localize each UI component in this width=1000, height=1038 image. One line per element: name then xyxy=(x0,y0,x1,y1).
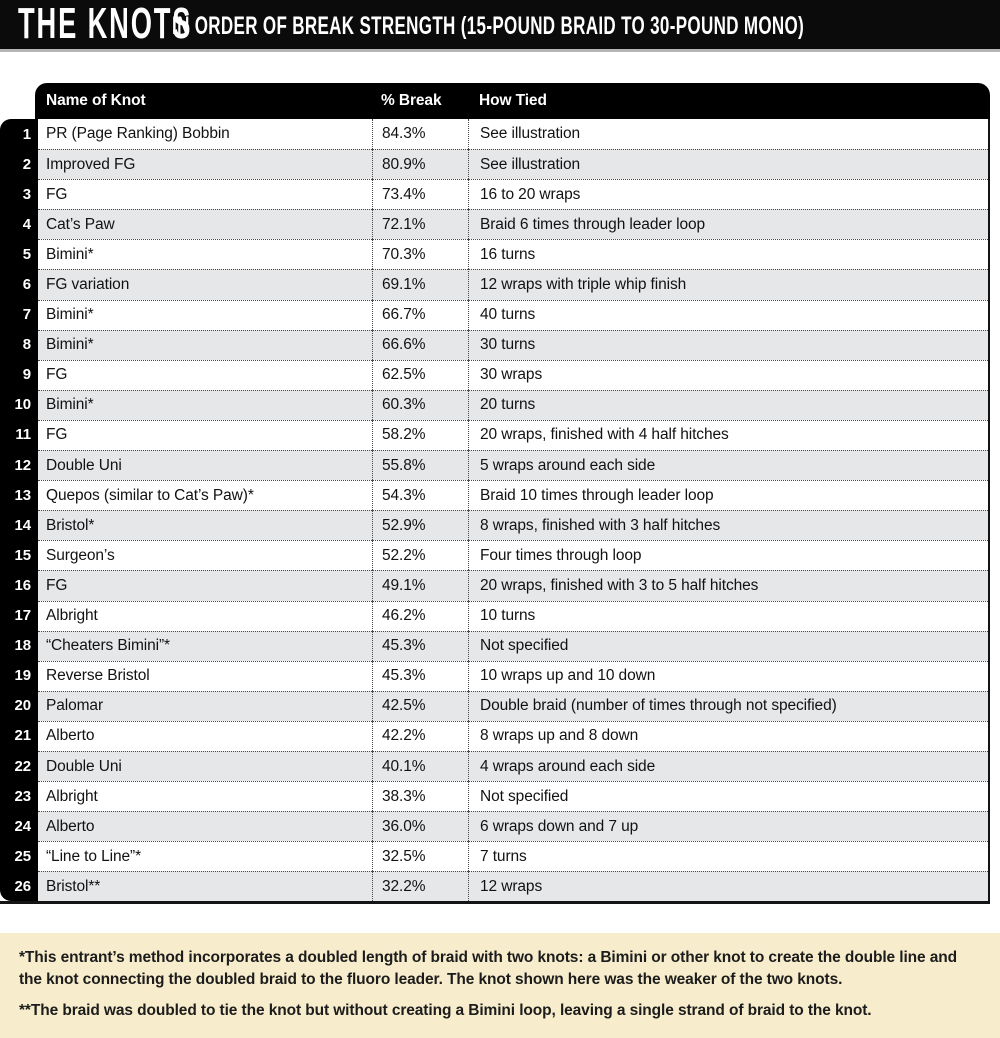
how-tied: See illustration xyxy=(468,119,988,149)
knot-name: Alberto xyxy=(38,811,372,841)
knot-name: Bimini* xyxy=(38,239,372,269)
break-percent: 52.2% xyxy=(372,540,468,570)
table-row xyxy=(0,721,988,751)
page-subtitle: IN ORDER OF BREAK STRENGTH (15-POUND BRAID TO 30-POUND MONO) xyxy=(172,11,805,40)
knot-name: Reverse Bristol xyxy=(38,661,372,691)
row-rank: 9 xyxy=(0,360,38,390)
break-percent: 40.1% xyxy=(372,751,468,781)
table-row xyxy=(0,330,988,360)
table-body xyxy=(0,119,990,904)
row-rank: 15 xyxy=(0,540,38,570)
knot-name: “Cheaters Bimini”* xyxy=(38,631,372,661)
break-percent: 62.5% xyxy=(372,360,468,390)
how-tied: Braid 10 times through leader loop xyxy=(468,480,988,510)
knot-name: Albright xyxy=(38,781,372,811)
table-row xyxy=(0,570,988,600)
row-rank: 17 xyxy=(0,601,38,631)
break-percent: 80.9% xyxy=(372,149,468,179)
break-percent: 54.3% xyxy=(372,480,468,510)
row-rank: 25 xyxy=(0,841,38,871)
knot-name: Double Uni xyxy=(38,751,372,781)
how-tied: 12 wraps xyxy=(468,871,988,901)
break-percent: 73.4% xyxy=(372,179,468,209)
break-percent: 55.8% xyxy=(372,450,468,480)
table-row xyxy=(0,360,988,390)
footnote-double-asterisk: **The braid was doubled to tie the knot but without creating a Bimini loop, leaving a single strand of braid to the knot. xyxy=(19,1002,872,1020)
how-tied: 12 wraps with triple whip finish xyxy=(468,269,988,299)
knot-name: FG xyxy=(38,360,372,390)
how-tied: Double braid (number of times through not specified) xyxy=(468,691,988,721)
row-rank: 1 xyxy=(0,119,38,149)
knot-name: Improved FG xyxy=(38,149,372,179)
row-rank: 21 xyxy=(0,721,38,751)
knot-name: “Line to Line”* xyxy=(38,841,372,871)
row-rank: 13 xyxy=(0,480,38,510)
row-rank: 4 xyxy=(0,209,38,239)
how-tied: Not specified xyxy=(468,631,988,661)
title-banner xyxy=(0,0,1000,52)
knot-name: FG variation xyxy=(38,269,372,299)
table-row xyxy=(0,209,988,239)
break-percent: 36.0% xyxy=(372,811,468,841)
row-rank: 10 xyxy=(0,390,38,420)
how-tied: 7 turns xyxy=(468,841,988,871)
knot-name: Quepos (similar to Cat’s Paw)* xyxy=(38,480,372,510)
table-row xyxy=(0,179,988,209)
table-row xyxy=(0,841,988,871)
break-percent: 60.3% xyxy=(372,390,468,420)
row-rank: 5 xyxy=(0,239,38,269)
how-tied: 8 wraps, finished with 3 half hitches xyxy=(468,510,988,540)
how-tied: 8 wraps up and 8 down xyxy=(468,721,988,751)
row-rank: 14 xyxy=(0,510,38,540)
break-percent: 42.5% xyxy=(372,691,468,721)
row-rank: 20 xyxy=(0,691,38,721)
table-header xyxy=(35,83,990,119)
knot-name: Alberto xyxy=(38,721,372,751)
table-row xyxy=(0,781,988,811)
page-title: THE KNOTS xyxy=(18,0,193,48)
knot-name: Bimini* xyxy=(38,330,372,360)
table-row xyxy=(0,480,988,510)
knot-name: Bimini* xyxy=(38,390,372,420)
how-tied: 20 wraps, finished with 4 half hitches xyxy=(468,420,988,450)
how-tied: Four times through loop xyxy=(468,540,988,570)
how-tied: 30 turns xyxy=(468,330,988,360)
break-percent: 70.3% xyxy=(372,239,468,269)
how-tied: 30 wraps xyxy=(468,360,988,390)
row-rank: 19 xyxy=(0,661,38,691)
knot-name: Bristol* xyxy=(38,510,372,540)
table-row xyxy=(0,631,988,661)
table-row xyxy=(0,149,988,179)
knot-name: Surgeon’s xyxy=(38,540,372,570)
row-rank: 8 xyxy=(0,330,38,360)
how-tied: 16 turns xyxy=(468,239,988,269)
knot-name: FG xyxy=(38,420,372,450)
footnotes xyxy=(0,933,1000,1038)
how-tied: 6 wraps down and 7 up xyxy=(468,811,988,841)
row-rank: 2 xyxy=(0,149,38,179)
table-row xyxy=(0,239,988,269)
table-row xyxy=(0,540,988,570)
table-row xyxy=(0,811,988,841)
table-row xyxy=(0,661,988,691)
how-tied: 10 wraps up and 10 down xyxy=(468,661,988,691)
how-tied: 16 to 20 wraps xyxy=(468,179,988,209)
break-percent: 66.7% xyxy=(372,300,468,330)
row-rank: 12 xyxy=(0,450,38,480)
break-percent: 46.2% xyxy=(372,601,468,631)
column-header-name: Name of Knot xyxy=(46,92,146,109)
row-rank: 7 xyxy=(0,300,38,330)
knot-name: PR (Page Ranking) Bobbin xyxy=(38,119,372,149)
table-row xyxy=(0,390,988,420)
row-rank: 26 xyxy=(0,871,38,901)
knot-name: Palomar xyxy=(38,691,372,721)
knot-name: Bimini* xyxy=(38,300,372,330)
row-rank: 3 xyxy=(0,179,38,209)
how-tied: Braid 6 times through leader loop xyxy=(468,209,988,239)
break-percent: 52.9% xyxy=(372,510,468,540)
break-percent: 32.5% xyxy=(372,841,468,871)
row-rank: 18 xyxy=(0,631,38,661)
break-percent: 32.2% xyxy=(372,871,468,901)
table-row xyxy=(0,119,988,149)
break-percent: 69.1% xyxy=(372,269,468,299)
knot-name: FG xyxy=(38,570,372,600)
knot-name: Albright xyxy=(38,601,372,631)
row-rank: 16 xyxy=(0,570,38,600)
knot-name: FG xyxy=(38,179,372,209)
break-percent: 45.3% xyxy=(372,631,468,661)
break-percent: 84.3% xyxy=(372,119,468,149)
knots-table xyxy=(0,83,1000,904)
how-tied: See illustration xyxy=(468,149,988,179)
table-row xyxy=(0,300,988,330)
break-percent: 58.2% xyxy=(372,420,468,450)
how-tied: 40 turns xyxy=(468,300,988,330)
column-header-how-tied: How Tied xyxy=(479,92,547,109)
table-row xyxy=(0,691,988,721)
row-rank: 11 xyxy=(0,420,38,450)
break-percent: 49.1% xyxy=(372,570,468,600)
table-row xyxy=(0,269,988,299)
how-tied: 20 turns xyxy=(468,390,988,420)
break-percent: 45.3% xyxy=(372,661,468,691)
row-rank: 6 xyxy=(0,269,38,299)
how-tied: 20 wraps, finished with 3 to 5 half hitches xyxy=(468,570,988,600)
table-row xyxy=(0,450,988,480)
how-tied: 4 wraps around each side xyxy=(468,751,988,781)
break-percent: 66.6% xyxy=(372,330,468,360)
break-percent: 72.1% xyxy=(372,209,468,239)
table-row xyxy=(0,751,988,781)
footnote-single-asterisk: *This entrant’s method incorporates a doubled length of braid with two knots: a Bimini or other knot to create the double line and the knot connecting the doubled braid to the fluoro leader. The knot shown here was the weaker of the two knots. xyxy=(19,949,958,989)
break-percent: 42.2% xyxy=(372,721,468,751)
knot-name: Cat’s Paw xyxy=(38,209,372,239)
how-tied: 5 wraps around each side xyxy=(468,450,988,480)
how-tied: Not specified xyxy=(468,781,988,811)
knot-name: Bristol** xyxy=(38,871,372,901)
table-row xyxy=(0,871,988,901)
row-rank: 24 xyxy=(0,811,38,841)
column-header-break-pct: % Break xyxy=(381,92,442,109)
knot-name: Double Uni xyxy=(38,450,372,480)
row-rank: 22 xyxy=(0,751,38,781)
table-row xyxy=(0,420,988,450)
break-percent: 38.3% xyxy=(372,781,468,811)
table-row xyxy=(0,510,988,540)
how-tied: 10 turns xyxy=(468,601,988,631)
table-row xyxy=(0,601,988,631)
row-rank: 23 xyxy=(0,781,38,811)
